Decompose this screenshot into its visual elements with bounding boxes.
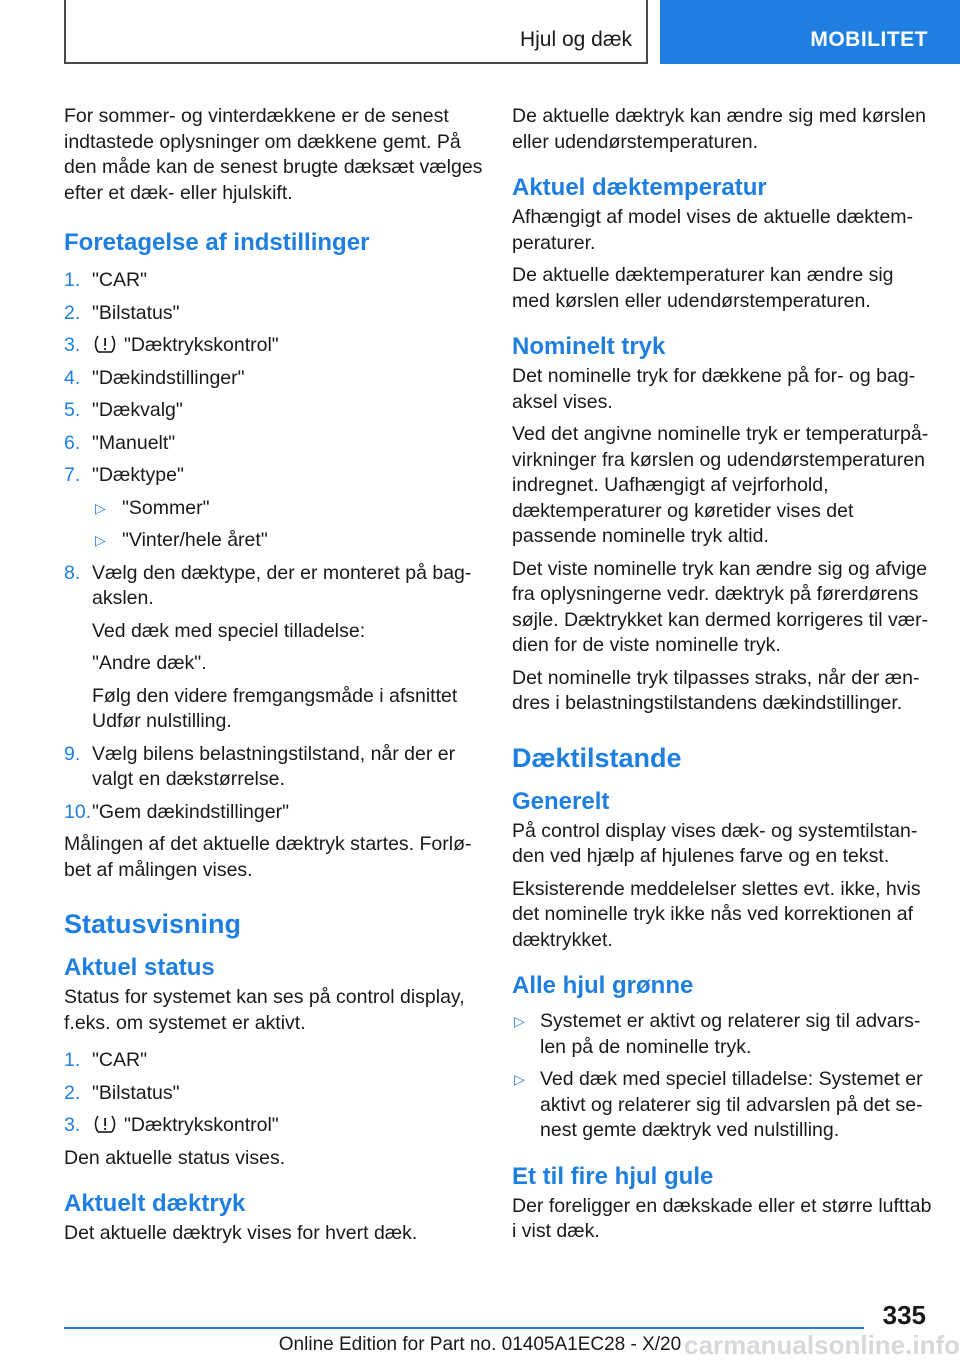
watermark: carmanualsonline.info	[684, 1330, 960, 1360]
current-status-heading: Aktuel status	[64, 954, 215, 981]
pressure-heading: Aktuelt dæktryk	[64, 1190, 246, 1217]
triangle-right-icon: ▷	[514, 1071, 525, 1087]
yellow-heading: Et til fire hjul gule	[512, 1162, 714, 1190]
current-status-paragraph: Status for systemet kan ses på control display, f.eks. om systemet er aktivt.	[64, 986, 465, 1034]
intro-paragraph: For sommer- og vinterdækkene er de senest indtastede oplysninger om dækkene gemt. På den måde kan de senest brugte dæksæt vælges efter et dæk- eller hjulskift.	[64, 105, 483, 204]
list-item: ▷ "Vinter/hele året"	[92, 528, 484, 554]
tyre-type-options	[92, 496, 484, 554]
triangle-right-icon: ▷	[514, 1013, 525, 1029]
left-column	[64, 104, 484, 1254]
list-item: 10. "Gem dækindstillinger"	[64, 800, 289, 823]
header-chapter-title: MOBILITET	[810, 28, 928, 51]
pressure-change-paragraph: De aktuelle dæktryk kan ændre sig med kørslen eller udendørstemperaturen.	[512, 105, 927, 153]
list-item: 5. "Dækvalg"	[64, 399, 183, 421]
list-item: 9. Vælg bilens belastningstilstand, når der er valgt en dækstørrelse.	[64, 742, 456, 790]
settings-heading: Foretagelse af indstillinger	[64, 229, 370, 256]
header-section-box	[64, 0, 648, 64]
measurement-paragraph: Målingen af det aktuelle dæktryk startes. Forløbet af målingen vises.	[64, 833, 472, 881]
tyre-states-heading: Dæktilstande	[512, 742, 682, 773]
status-heading: Statusvisning	[64, 909, 242, 939]
list-item: 7. "Dæktype" ▷ "Sommer" ▷ "Vinter/hele året"	[64, 463, 484, 554]
list-item: ▷ Ved dæk med speciel tilladelse: Systemet er aktivt og relaterer sig til advarslen på det senest gemte dæktryk ved nulstilling.	[514, 1068, 923, 1141]
list-item: 2. "Bilstatus"	[64, 1081, 180, 1104]
step-note: "Andre dæk".	[92, 652, 207, 674]
tire-pressure-warning-icon	[92, 1114, 118, 1134]
nominal-paragraph-1: Det nominelle tryk for dækkene på for- og bagaksel vises.	[512, 365, 916, 413]
temperature-paragraph-1: Afhængigt af model vises de aktuelle dæktemperaturer.	[512, 206, 914, 254]
list-item: 1. "CAR"	[64, 1049, 148, 1071]
general-paragraph-2: Eksisterende meddelelser slettes evt. ikke, hvis det nominelle tryk ikke nås ved korrektionen af dæktrykket.	[512, 877, 921, 951]
list-item: 6. "Manuelt"	[64, 431, 176, 454]
list-item: 2. "Bilstatus"	[64, 301, 180, 324]
step-note: Følg den videre fremgangsmåde i afsnittet Udfør nulstilling.	[92, 684, 458, 732]
all-green-heading: Alle hjul grønne	[512, 972, 694, 999]
list-item: 1. "CAR"	[64, 269, 148, 291]
temperature-paragraph-2: De aktuelle dæktemperaturer kan ændre sig med kørslen eller udendørstemperaturen.	[512, 264, 894, 312]
header-chapter-tab[interactable]	[660, 0, 960, 64]
list-item: ▷ Systemet er aktivt og relaterer sig til advarslen på de nominelle tryk.	[514, 1010, 921, 1058]
general-heading: Generelt	[512, 787, 610, 815]
pressure-paragraph: Det aktuelle dæktryk vises for hvert dæk.	[64, 1222, 418, 1244]
list-item: ▷ "Sommer"	[92, 496, 484, 522]
list-item: 3. "Dæktrykskontrol"	[64, 334, 279, 356]
step-note: Ved dæk med speciel tilladelse:	[92, 619, 366, 642]
page-number: 335	[882, 1300, 926, 1330]
header-section-title: Hjul og dæk	[519, 28, 632, 51]
list-item: 4. "Dækindstillinger"	[64, 366, 245, 389]
status-steps	[64, 1048, 484, 1139]
settings-steps	[64, 268, 484, 825]
list-item: 8. Vælg den dæktype, der er monteret på bagakslen. Ved dæk med speciel tilladelse: "Andre dæk". Følg den videre fremgangsmåde i afsnittet Udfør nulstilling.	[64, 561, 484, 735]
nominal-paragraph-4: Det nominelle tryk tilpasses straks, når der ændres i belastningstilstandens dækindstillinger.	[512, 666, 920, 714]
status-shown-paragraph: Den aktuelle status vises.	[64, 1146, 286, 1169]
nominal-heading: Nominelt tryk	[512, 333, 666, 360]
footer-divider	[64, 1327, 864, 1329]
temperature-heading: Aktuel dæktemperatur	[512, 174, 767, 201]
footer-edition: Online Edition for Part no. 01405A1EC28 - X/20	[278, 1334, 682, 1355]
tire-pressure-warning-icon	[92, 334, 118, 354]
nominal-paragraph-3: Det viste nominelle tryk kan ændre sig og afvige fra oplysningerne vedr. dæktryk på førerdørens søjle. Dæktrykket kan dermed korrigeres til værdien for de viste nominelle tryk.	[512, 557, 929, 656]
nominal-paragraph-2: Ved det angivne nominelle tryk er temperaturpåvirkninger fra kørslen og udendørstemperaturen indregnet. Uafhængigt af vejrforhold, dæktemperaturer og køretider vises det passende nominelle tryk altid.	[512, 423, 929, 547]
triangle-right-icon: ▷	[95, 532, 106, 548]
general-paragraph-1: På control display vises dæk- og systemtilstanden ved hjælp af hjulenes farve og en tekst.	[512, 819, 918, 867]
yellow-paragraph: Der foreligger en dækskade eller et større lufttab i vist dæk.	[512, 1194, 932, 1242]
list-item: 3. "Dæktrykskontrol"	[64, 1114, 279, 1136]
right-column	[512, 104, 932, 1252]
triangle-right-icon: ▷	[95, 499, 106, 516]
all-green-bullets	[512, 1009, 932, 1144]
